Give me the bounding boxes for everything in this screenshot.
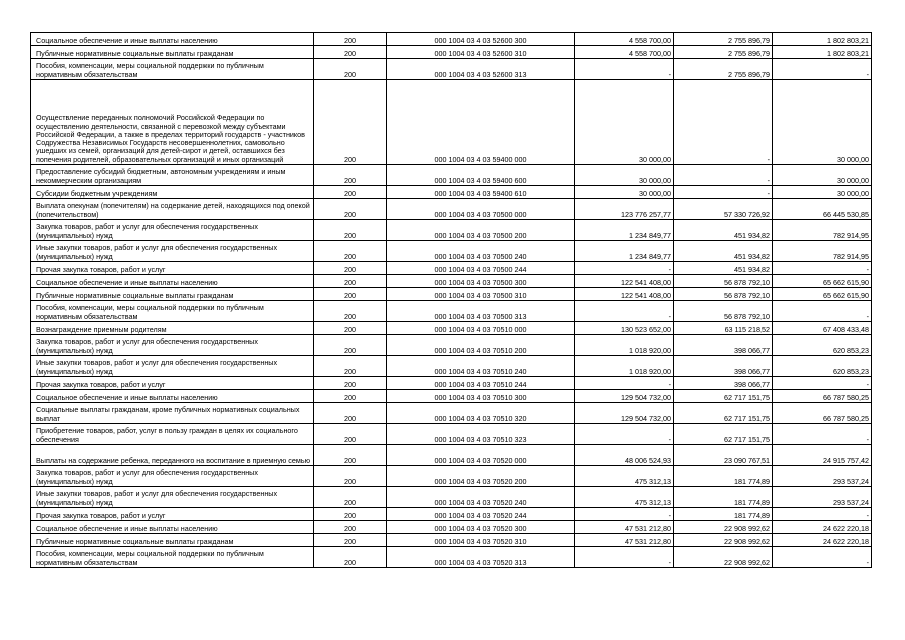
row-name-cell: Социальное обеспечение и иные выплаты населению	[31, 33, 314, 46]
row-remaining-cell: 66 787 580,25	[773, 403, 872, 424]
row-remaining-cell: 66 445 530,85	[773, 199, 872, 220]
row-code-cell: 200	[314, 80, 387, 165]
row-kbk-cell: 000 1004 03 4 03 70510 200	[387, 335, 575, 356]
row-plan-cell: 130 523 652,00	[575, 322, 674, 335]
row-name-cell: Иные закупки товаров, работ и услуг для обеспечения государственных (муниципальных) нужд	[31, 241, 314, 262]
row-code-cell: 200	[314, 301, 387, 322]
row-name-cell: Закупка товаров, работ и услуг для обеспечения государственных (муниципальных) нужд	[31, 220, 314, 241]
row-name-cell: Прочая закупка товаров, работ и услуг	[31, 377, 314, 390]
row-kbk-cell: 000 1004 03 4 03 52600 310	[387, 46, 575, 59]
table-row	[31, 403, 872, 424]
row-executed-cell: 22 908 992,62	[674, 547, 773, 568]
row-remaining-cell: -	[773, 262, 872, 275]
row-remaining-cell: 620 853,23	[773, 356, 872, 377]
table-row	[31, 186, 872, 199]
row-executed-cell: 62 717 151,75	[674, 390, 773, 403]
row-plan-cell: 1 018 920,00	[575, 356, 674, 377]
row-code-cell: 200	[314, 46, 387, 59]
row-plan-cell: 1 234 849,77	[575, 220, 674, 241]
row-executed-cell: 22 908 992,62	[674, 534, 773, 547]
row-code-cell: 200	[314, 356, 387, 377]
row-executed-cell: 2 755 896,79	[674, 33, 773, 46]
table-row	[31, 445, 872, 466]
row-name-cell: Публичные нормативные социальные выплаты гражданам	[31, 46, 314, 59]
table-row	[31, 335, 872, 356]
table-row	[31, 165, 872, 186]
row-plan-cell: 123 776 257,77	[575, 199, 674, 220]
row-plan-cell: 47 531 212,80	[575, 521, 674, 534]
row-name-cell: Социальное обеспечение и иные выплаты населению	[31, 275, 314, 288]
row-code-cell: 200	[314, 521, 387, 534]
row-kbk-cell: 000 1004 03 4 03 70520 240	[387, 487, 575, 508]
table-row	[31, 46, 872, 59]
row-code-cell: 200	[314, 508, 387, 521]
row-executed-cell: 181 774,89	[674, 487, 773, 508]
row-plan-cell: 122 541 408,00	[575, 275, 674, 288]
row-plan-cell: -	[575, 508, 674, 521]
row-name-cell: Субсидии бюджетным учреждениям	[31, 186, 314, 199]
row-plan-cell: 122 541 408,00	[575, 288, 674, 301]
row-plan-cell: -	[575, 262, 674, 275]
row-code-cell: 200	[314, 534, 387, 547]
row-name-cell: Прочая закупка товаров, работ и услуг	[31, 262, 314, 275]
row-name-cell: Закупка товаров, работ и услуг для обеспечения государственных (муниципальных) нужд	[31, 466, 314, 487]
row-kbk-cell: 000 1004 03 4 03 70510 000	[387, 322, 575, 335]
row-name-cell: Выплата опекунам (попечителям) на содержание детей, находящихся под опекой (попечительством)	[31, 199, 314, 220]
row-remaining-cell: 293 537,24	[773, 487, 872, 508]
row-remaining-cell: 67 408 433,48	[773, 322, 872, 335]
row-code-cell: 200	[314, 487, 387, 508]
row-name-cell: Осуществление переданных полномочий Российской Федерации по осуществлению деятельности, связанной с перевозкой между субъектами Российской Федерации, а также в пределах территорий государств - участников Содружества Независимых Государств несовершеннолетних, самовольно ушедших из семей, организаций для детей-сирот и детей, оставшихся без попечения родителей, образовательных организаций и иных организаций	[31, 80, 314, 165]
row-executed-cell: 181 774,89	[674, 508, 773, 521]
row-kbk-cell: 000 1004 03 4 03 70500 240	[387, 241, 575, 262]
row-code-cell: 200	[314, 262, 387, 275]
row-executed-cell: 181 774,89	[674, 466, 773, 487]
row-executed-cell: 398 066,77	[674, 356, 773, 377]
row-plan-cell: 4 558 700,00	[575, 46, 674, 59]
row-code-cell: 200	[314, 186, 387, 199]
table-row	[31, 390, 872, 403]
row-name-cell: Прочая закупка товаров, работ и услуг	[31, 508, 314, 521]
row-name-cell: Пособия, компенсации, меры социальной поддержки по публичным нормативным обязательствам	[31, 59, 314, 80]
row-remaining-cell: 24 622 220,18	[773, 534, 872, 547]
row-kbk-cell: 000 1004 03 4 03 52600 300	[387, 33, 575, 46]
budget-table-body	[31, 33, 872, 568]
row-kbk-cell: 000 1004 03 4 03 70520 000	[387, 445, 575, 466]
row-remaining-cell: -	[773, 301, 872, 322]
row-plan-cell: 475 312,13	[575, 487, 674, 508]
table-row	[31, 521, 872, 534]
row-plan-cell: 1 018 920,00	[575, 335, 674, 356]
table-row	[31, 487, 872, 508]
row-kbk-cell: 000 1004 03 4 03 70500 000	[387, 199, 575, 220]
row-remaining-cell: 65 662 615,90	[773, 275, 872, 288]
row-kbk-cell: 000 1004 03 4 03 70520 244	[387, 508, 575, 521]
row-plan-cell: -	[575, 301, 674, 322]
row-remaining-cell: 1 802 803,21	[773, 33, 872, 46]
table-row	[31, 322, 872, 335]
row-code-cell: 200	[314, 466, 387, 487]
row-code-cell: 200	[314, 220, 387, 241]
row-executed-cell: 62 717 151,75	[674, 424, 773, 445]
row-executed-cell: -	[674, 165, 773, 186]
row-executed-cell: 56 878 792,10	[674, 275, 773, 288]
row-executed-cell: -	[674, 80, 773, 165]
table-row	[31, 301, 872, 322]
row-plan-cell: 4 558 700,00	[575, 33, 674, 46]
row-name-cell: Выплаты на содержание ребенка, переданного на воспитание в приемную семью	[31, 445, 314, 466]
row-kbk-cell: 000 1004 03 4 03 70520 313	[387, 547, 575, 568]
row-remaining-cell: 1 802 803,21	[773, 46, 872, 59]
row-name-cell: Социальное обеспечение и иные выплаты населению	[31, 521, 314, 534]
row-plan-cell: 129 504 732,00	[575, 390, 674, 403]
row-remaining-cell: 65 662 615,90	[773, 288, 872, 301]
row-executed-cell: 2 755 896,79	[674, 59, 773, 80]
row-name-cell: Социальное обеспечение и иные выплаты населению	[31, 390, 314, 403]
row-executed-cell: 57 330 726,92	[674, 199, 773, 220]
row-plan-cell: 30 000,00	[575, 186, 674, 199]
table-row	[31, 547, 872, 568]
row-plan-cell: -	[575, 547, 674, 568]
table-row	[31, 508, 872, 521]
row-kbk-cell: 000 1004 03 4 03 70510 240	[387, 356, 575, 377]
row-kbk-cell: 000 1004 03 4 03 52600 313	[387, 59, 575, 80]
row-name-cell: Публичные нормативные социальные выплаты гражданам	[31, 288, 314, 301]
table-row	[31, 534, 872, 547]
row-kbk-cell: 000 1004 03 4 03 59400 000	[387, 80, 575, 165]
row-code-cell: 200	[314, 241, 387, 262]
row-code-cell: 200	[314, 33, 387, 46]
table-row	[31, 424, 872, 445]
row-name-cell: Пособия, компенсации, меры социальной поддержки по публичным нормативным обязательствам	[31, 301, 314, 322]
row-kbk-cell: 000 1004 03 4 03 70500 300	[387, 275, 575, 288]
row-plan-cell: -	[575, 424, 674, 445]
row-remaining-cell: 24 622 220,18	[773, 521, 872, 534]
row-remaining-cell: 30 000,00	[773, 186, 872, 199]
row-remaining-cell: 782 914,95	[773, 241, 872, 262]
row-remaining-cell: -	[773, 508, 872, 521]
row-name-cell: Публичные нормативные социальные выплаты гражданам	[31, 534, 314, 547]
row-plan-cell: -	[575, 59, 674, 80]
row-executed-cell: 451 934,82	[674, 262, 773, 275]
table-row	[31, 377, 872, 390]
row-code-cell: 200	[314, 335, 387, 356]
row-remaining-cell: -	[773, 424, 872, 445]
row-plan-cell: 30 000,00	[575, 165, 674, 186]
row-kbk-cell: 000 1004 03 4 03 70520 310	[387, 534, 575, 547]
row-kbk-cell: 000 1004 03 4 03 70520 200	[387, 466, 575, 487]
table-row	[31, 262, 872, 275]
row-name-cell: Иные закупки товаров, работ и услуг для обеспечения государственных (муниципальных) нужд	[31, 487, 314, 508]
row-code-cell: 200	[314, 445, 387, 466]
row-code-cell: 200	[314, 424, 387, 445]
row-kbk-cell: 000 1004 03 4 03 70500 313	[387, 301, 575, 322]
row-remaining-cell: 66 787 580,25	[773, 390, 872, 403]
table-row	[31, 241, 872, 262]
row-kbk-cell: 000 1004 03 4 03 70520 300	[387, 521, 575, 534]
row-name-cell: Вознаграждение приемным родителям	[31, 322, 314, 335]
table-row	[31, 199, 872, 220]
row-kbk-cell: 000 1004 03 4 03 70510 244	[387, 377, 575, 390]
row-plan-cell: 47 531 212,80	[575, 534, 674, 547]
row-executed-cell: 56 878 792,10	[674, 288, 773, 301]
row-kbk-cell: 000 1004 03 4 03 70510 300	[387, 390, 575, 403]
row-plan-cell: 129 504 732,00	[575, 403, 674, 424]
table-row	[31, 80, 872, 165]
row-name-cell: Социальные выплаты гражданам, кроме публичных нормативных социальных выплат	[31, 403, 314, 424]
row-remaining-cell: 24 915 757,42	[773, 445, 872, 466]
row-executed-cell: 63 115 218,52	[674, 322, 773, 335]
row-code-cell: 200	[314, 59, 387, 80]
row-code-cell: 200	[314, 377, 387, 390]
row-name-cell: Предоставление субсидий бюджетным, автономным учреждениям и иным некоммерческим организациям	[31, 165, 314, 186]
table-row	[31, 356, 872, 377]
row-plan-cell: 48 006 524,93	[575, 445, 674, 466]
row-kbk-cell: 000 1004 03 4 03 70500 310	[387, 288, 575, 301]
row-name-cell: Иные закупки товаров, работ и услуг для обеспечения государственных (муниципальных) нужд	[31, 356, 314, 377]
row-executed-cell: -	[674, 186, 773, 199]
table-row	[31, 59, 872, 80]
row-code-cell: 200	[314, 390, 387, 403]
row-code-cell: 200	[314, 165, 387, 186]
row-executed-cell: 2 755 896,79	[674, 46, 773, 59]
row-code-cell: 200	[314, 547, 387, 568]
budget-table	[30, 32, 872, 568]
row-executed-cell: 56 878 792,10	[674, 301, 773, 322]
row-kbk-cell: 000 1004 03 4 03 70510 323	[387, 424, 575, 445]
row-remaining-cell: 293 537,24	[773, 466, 872, 487]
row-code-cell: 200	[314, 288, 387, 301]
row-executed-cell: 22 908 992,62	[674, 521, 773, 534]
row-executed-cell: 451 934,82	[674, 241, 773, 262]
table-row	[31, 275, 872, 288]
row-executed-cell: 398 066,77	[674, 377, 773, 390]
row-name-cell: Закупка товаров, работ и услуг для обеспечения государственных (муниципальных) нужд	[31, 335, 314, 356]
row-plan-cell: 1 234 849,77	[575, 241, 674, 262]
table-row	[31, 466, 872, 487]
row-kbk-cell: 000 1004 03 4 03 59400 610	[387, 186, 575, 199]
row-remaining-cell: -	[773, 59, 872, 80]
row-kbk-cell: 000 1004 03 4 03 70500 244	[387, 262, 575, 275]
row-remaining-cell: 782 914,95	[773, 220, 872, 241]
row-plan-cell: -	[575, 377, 674, 390]
row-executed-cell: 398 066,77	[674, 335, 773, 356]
row-plan-cell: 475 312,13	[575, 466, 674, 487]
table-row	[31, 220, 872, 241]
row-code-cell: 200	[314, 403, 387, 424]
row-remaining-cell: -	[773, 547, 872, 568]
row-name-cell: Пособия, компенсации, меры социальной поддержки по публичным нормативным обязательствам	[31, 547, 314, 568]
row-code-cell: 200	[314, 322, 387, 335]
row-name-cell: Приобретение товаров, работ, услуг в пользу граждан в целях их социального обеспечения	[31, 424, 314, 445]
row-kbk-cell: 000 1004 03 4 03 70510 320	[387, 403, 575, 424]
row-plan-cell: 30 000,00	[575, 80, 674, 165]
table-row	[31, 288, 872, 301]
row-code-cell: 200	[314, 199, 387, 220]
row-kbk-cell: 000 1004 03 4 03 59400 600	[387, 165, 575, 186]
row-remaining-cell: 620 853,23	[773, 335, 872, 356]
row-remaining-cell: 30 000,00	[773, 165, 872, 186]
table-row	[31, 33, 872, 46]
row-executed-cell: 62 717 151,75	[674, 403, 773, 424]
budget-execution-sheet	[30, 32, 871, 568]
row-executed-cell: 23 090 767,51	[674, 445, 773, 466]
row-remaining-cell: -	[773, 377, 872, 390]
row-executed-cell: 451 934,82	[674, 220, 773, 241]
row-code-cell: 200	[314, 275, 387, 288]
row-kbk-cell: 000 1004 03 4 03 70500 200	[387, 220, 575, 241]
row-remaining-cell: 30 000,00	[773, 80, 872, 165]
